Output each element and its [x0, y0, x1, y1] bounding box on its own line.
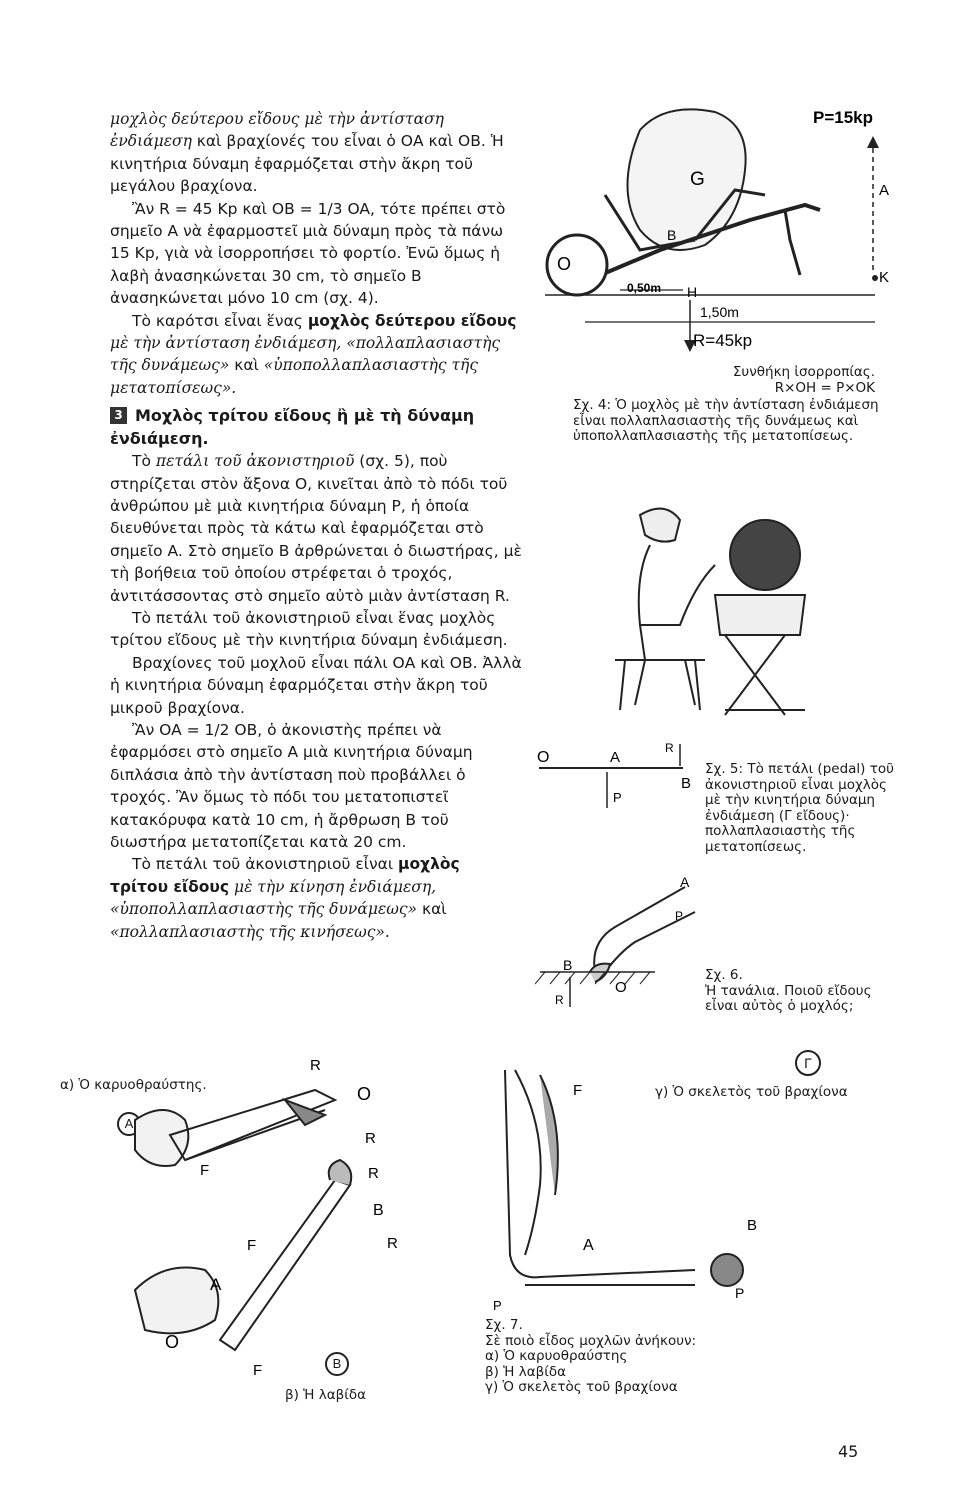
fig4-force-R-label: R=45kp: [693, 331, 753, 350]
fig7b-point-B: B: [373, 1202, 384, 1219]
italic-phrase: «πολλαπλασιαστὴς τῆς κινήσεως».: [110, 922, 390, 941]
fig5-caption: Σχ. 5: Τὸ πετάλι (pedal) τοῦ ἀκονιστηριοῦ εἶναι μοχλὸς μὲ τὴν κινητήρια δύναμη ἐνδιάμεση (Γ εἴδους)· πολλαπλασιαστὴς τῆς μετατοπίσεως.: [705, 761, 894, 855]
fig7b-point-O: O: [165, 1332, 180, 1352]
fig7-caption-block: [485, 1318, 785, 1396]
fig7-caption-answer-a: α) Ὁ καρυοθραύστης: [485, 1348, 628, 1364]
paragraph-text: καὶ: [417, 900, 447, 919]
paragraph-text: Τὸ: [132, 452, 156, 471]
fig7c-point-B: B: [747, 1217, 758, 1234]
fig7a-label: α) Ὁ καρυοθραύστης.: [60, 1077, 207, 1093]
fig5-pedal-lever-diagram: [535, 740, 695, 815]
fig4-caption: Σχ. 4: Ὁ μοχλὸς μὲ τὴν ἀντίσταση ἐνδιάμεση εἶναι πολλαπλασιαστὴς τῆς δυνάμεως καὶ ὑποπολλαπλασιαστὴς τῆς μετατοπίσεως.: [573, 397, 879, 444]
fig6-point-A: A: [680, 874, 690, 890]
fig4-point-G: G: [690, 169, 705, 190]
fig7b-badge: B: [325, 1352, 349, 1376]
fig7c-arm-skeleton-illustration: [485, 1065, 760, 1315]
fig5-point-B: B: [681, 775, 692, 792]
fig7b-point-R2: R: [387, 1235, 398, 1252]
fig5-point-R: R: [665, 741, 674, 755]
paragraph-1: [110, 108, 522, 198]
fig7-nutcracker-and-tongs-illustration: [125, 1050, 405, 1390]
fig7-caption-num: Σχ. 7.: [485, 1317, 523, 1333]
fig4-wheelbarrow-diagram: [545, 100, 905, 360]
italic-phrase: μὲ τὴν κίνηση ἐνδιάμεση, «ὑποπολλαπλασιαστὴς τῆς δυνάμεως»: [110, 877, 437, 919]
fig6-point-P: P: [675, 909, 684, 923]
fig6-point-B: B: [563, 957, 573, 973]
fig4-dim-label-2: 1,50m: [700, 304, 739, 320]
paragraph-5: Τὸ πετάλι τοῦ ἀκονιστηριοῦ εἶναι ἕνας μοχλὸς τρίτου εἴδους μὲ τὴν κινητήρια δύναμη ἐνδιάμεση.: [110, 608, 508, 650]
fig7c-badge: Γ: [795, 1050, 821, 1076]
fig7a-point-F: F: [200, 1162, 210, 1179]
fig7b-point-R1: R: [368, 1165, 379, 1182]
paragraph-4: [110, 450, 522, 607]
paragraph-2: Ἂν R = 45 Kp καὶ OB = 1/3 OA, τότε πρέπει στὸ σημεῖο A νὰ ἐφαρμοστεῖ μιὰ δύναμη πρὸς τὰ πάνω 15 Kp, γιὰ νὰ ἰσορροπήσει τὸ φορτίο. Ἐνῶ ὅμως ἡ λαβὴ ἀνασηκώνεται 30 cm, τὸ σημεῖο B ἀνασηκώνεται μόνο 10 cm (σχ. 4).: [110, 199, 506, 308]
page-number: 45: [838, 1442, 859, 1461]
fig7b-point-F2: F: [253, 1362, 263, 1379]
fig4-equilibrium-formula: R×OH = P×OK: [774, 379, 875, 396]
wheelbarrow-drawing: [545, 109, 875, 295]
fig4-equilibrium-title: Συνθήκη ἰσορροπίας.: [732, 364, 875, 380]
fig4-caption-block: [573, 365, 903, 445]
fig5-grinder-illustration: [605, 495, 815, 725]
fig6-caption: Ἡ τανάλια. Ποιοῦ εἴδους εἶναι αὐτὸς ὁ μοχλός;: [705, 982, 872, 1014]
italic-phrase: μοχλὸς δεύτερου εἴδους μὲ τὴν ἀντίσταση ἐνδιάμεση: [110, 110, 444, 151]
fig6-point-R: R: [555, 993, 564, 1007]
fig7-caption-answer-c: γ) Ὁ σκελετὸς τοῦ βραχίονα: [485, 1379, 678, 1395]
fig6-caption-block: [705, 968, 905, 1015]
fig7c-label: γ) Ὁ σκελετὸς τοῦ βραχίονα: [655, 1084, 848, 1100]
fig4-point-O: O: [557, 254, 572, 274]
fig7a-badge: A: [117, 1112, 141, 1136]
fig7b-point-A: A: [210, 1275, 222, 1294]
fig4-point-B: B: [667, 227, 677, 243]
fig7c-point-A: A: [583, 1237, 594, 1254]
paragraph-text: (σχ. 5), ποὺ στηρίζεται στὸν ἄξονα O, κινεῖται ἀπὸ τὸ πόδι τοῦ ἀνθρώπου μὲ μιὰ κινητήρια δύναμη P, ἡ ὁποία διευθύνεται πρὸς τὰ κάτω καὶ ἐφαρμόζεται στὸ σημεῖο A. Στὸ σημεῖο B ἀρθρώνεται ὁ διωστήρας, μὲ τὴ βοήθεια τοῦ ὁποίου στρέφεται ὁ τροχός, ἀντιτάσσοντας στὸ σημεῖο αὐτὸ μιὰν ἀντίσταση R.: [110, 452, 522, 605]
paragraph-text: Τὸ πετάλι τοῦ ἀκονιστηριοῦ εἶναι: [132, 855, 399, 874]
paragraph-7: Ἂν OA = 1/2 OB, ὁ ἀκονιστὴς πρέπει νὰ ἐφαρμόσει στὸ σημεῖο A μιὰ κινητήρια δύναμη διπλάσια ἀπὸ τὴν ἀντίσταση ποὺ προβάλλει ὁ τροχός. Ἂν ὅμως τὸ πόδι του μετατοπιστεῖ κατακόρυφα κατὰ 10 cm, ἡ ἄρθρωση B τοῦ διωστήρα μετατοπίζεται κατὰ 20 cm.: [110, 720, 473, 851]
fig4-arrowhead-up: [867, 136, 879, 148]
fig7b-point-F1: F: [247, 1237, 257, 1254]
fig7a-point-R2: R: [365, 1130, 376, 1147]
fig6-point-O: O: [615, 979, 627, 996]
fig6-caption-num: Σχ. 6.: [705, 967, 743, 983]
paragraph-text: καὶ: [229, 356, 264, 375]
fig6-pliers-diagram: [535, 872, 720, 1022]
left-column: [110, 108, 522, 943]
section-heading: [110, 405, 522, 450]
italic-phrase: μὲ τὴν ἀντίσταση ἐνδιάμεση, «πολλαπλασιαστὴς τῆς δυνάμεως»: [110, 334, 501, 375]
fig7-caption-answer-b: β) Ἡ λαβίδα: [485, 1363, 566, 1380]
paragraph-8: [110, 853, 522, 943]
fig7c-point-P1: P: [735, 1285, 745, 1301]
paragraph-3: [110, 310, 522, 400]
fig4-point-H: H: [687, 284, 698, 300]
paragraph-6: Βραχίονες τοῦ μοχλοῦ εἶναι πάλι ΟΑ καὶ ΟΒ. Ἀλλὰ ἡ κινητήρια δύναμη ἐφαρμόζεται στὴν ἄκρη τοῦ μικροῦ βραχίονα.: [110, 653, 522, 717]
fig4-point-K-dot: [872, 275, 878, 281]
fig7a-point-R1: R: [310, 1057, 321, 1074]
fig5-point-P: P: [613, 790, 622, 805]
paragraph-text: Τὸ καρότσι εἶναι ἕνας: [132, 311, 308, 330]
paragraph-text: καὶ βραχίονές του εἶναι ὁ ΟΑ καὶ ΟΒ. Ἡ κινητήρια δύναμη ἐφαρμόζεται στὴν ἄκρη τοῦ μεγάλου βραχίονα.: [110, 132, 504, 196]
fig5-point-A: A: [610, 749, 621, 766]
section-heading-text: Μοχλὸς τρίτου εἴδους ἢ μὲ τὴ δύναμη ἐνδιάμεση.: [110, 406, 475, 448]
fig7-caption-question: Σὲ ποιὸ εἶδος μοχλῶν ἀνήκουν:: [485, 1332, 697, 1349]
fig7b-label: β) Ἡ λαβίδα: [285, 1387, 366, 1403]
fig7c-point-P2: P: [493, 1298, 502, 1313]
fig4-point-K: K: [879, 269, 890, 286]
bold-phrase: μοχλὸς δεύτερου εἴδους: [307, 311, 517, 330]
fig4-point-A: A: [879, 182, 890, 199]
fig7a-point-O: O: [357, 1084, 372, 1104]
fig4-force-P-label: P=15kp: [813, 108, 874, 127]
section-number-badge: 3: [110, 407, 127, 424]
italic-phrase: πετάλι τοῦ ἀκονιστηριοῦ: [155, 452, 355, 471]
fig5-point-O: O: [537, 749, 550, 766]
fig7c-point-F: F: [573, 1082, 583, 1099]
bold-phrase: μοχλὸς τρίτου εἴδους: [110, 855, 460, 896]
italic-phrase: «ὑποπολλαπλασιαστὴς τῆς μετατοπίσεως».: [110, 356, 479, 397]
fig4-dim-label-1: 0,50m: [627, 281, 662, 295]
